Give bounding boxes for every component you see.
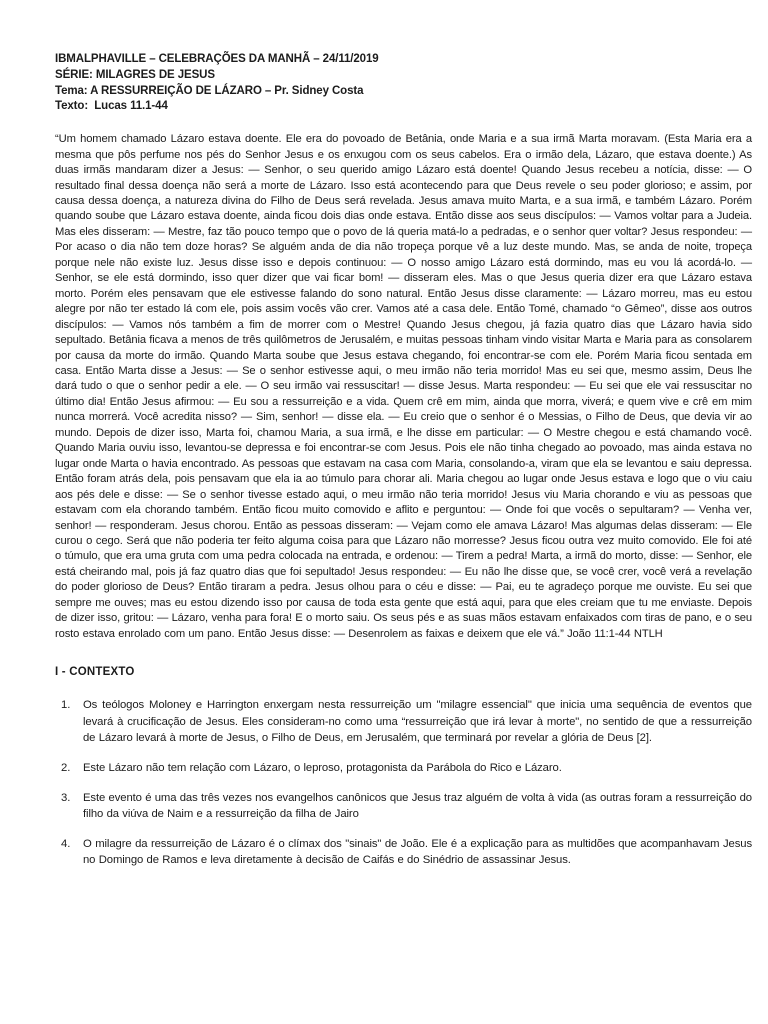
list-item-number: 2. xyxy=(61,761,71,774)
header-service-line: IBMALPHAVILLE – CELEBRAÇÕES DA MANHÃ – 24/11/2019 xyxy=(55,53,379,65)
list-item-number: 3. xyxy=(61,791,71,804)
list-item-text: O milagre da ressurreição de Lázaro é o clímax dos "sinais" de João. Ele é a explicação para as multidões que acompanhavam Jesus no Domingo de Ramos e leva diretamente à decisão de Caifás e do Sinédrio de assassinar Jesus. xyxy=(83,837,752,867)
list-item-number: 1. xyxy=(61,699,71,712)
context-list xyxy=(55,697,752,869)
header-theme-line: Tema: A RESSURREIÇÃO DE LÁZARO – Pr. Sidney Costa xyxy=(55,84,364,97)
context-section-title: I - CONTEXTO xyxy=(55,666,135,679)
header-text-reference-line: Texto: Lucas 11.1-44 xyxy=(55,100,168,113)
list-item xyxy=(55,760,752,777)
list-item xyxy=(55,697,752,747)
header-series-line: SÉRIE: MILAGRES DE JESUS xyxy=(55,68,215,81)
list-item-text: Este Lázaro não tem relação com Lázaro, o leproso, protagonista da Parábola do Rico e Lázaro. xyxy=(83,761,562,774)
scripture-passage: “Um homem chamado Lázaro estava doente. Ele era do povoado de Betânia, onde Maria e a sua irmã Marta moravam. (Esta Maria era a mesma que pôs perfume nos pés do Senhor Jesus e os enxugou com os seus cabelos. Era o irmão dela, Lázaro, que estava doente.) As duas irmãs mandaram dizer a Jesus: — Senhor, o seu querido amigo Lázaro está doente! Quando Jesus recebeu a notícia, disse: — O resultado final dessa doença não será a morte de Lázaro. Isso está acontecendo para que Deus revele o seu poder glorioso; e assim, por causa dessa doença, a natureza divina do Filho de Deus será revelada. Jesus amava muito Marta, e a sua irmã, e também Lázaro. Porém quando soube que Lázaro estava doente, ainda ficou dois dias onde estava. Então disse aos seus discípulos: — Vamos voltar para a Judeia. Mas eles disseram: — Mestre, faz tão pouco tempo que o povo de lá queria matá-lo a pedradas, e o senhor quer voltar? Jesus respondeu: — Por acaso o dia não tem doze horas? Se alguém anda de dia não tropeça porque vê a luz deste mundo. Mas, se anda de noite, tropeça porque nele não existe luz. Jesus disse isso e depois continuou: — O nosso amigo Lázaro está dormindo, mas eu vou lá acordá-lo. — Senhor, se ele está dormindo, isso quer dizer que vai ficar bom! — disseram eles. Mas o que Jesus queria dizer era que Lázaro estava morto. Porém eles pensavam que ele estivesse falando do sono natural. Então Jesus disse claramente: — Lázaro morreu, mas eu estou alegre por não ter estado lá com ele, pois assim vocês vão crer. Vamos até a casa dele. Então Tomé, chamado “o Gêmeo”, disse aos outros discípulos: — Vamos nós também a fim de morrer com o Mestre! Quando Jesus chegou, já fazia quatro dias que Lázaro havia sido sepultado. Betânia ficava a menos de três quilômetros de Jerusalém, e muitas pessoas tinham vindo visitar Marta e Maria para as consolarem por causa da morte do irmão. Quando Marta soube que Jesus estava chegando, foi encontrar-se com ele. Porém Maria ficou sentada em casa. Então Marta disse a Jesus: — Se o senhor estivesse aqui, o meu irmão não teria morrido! Mas eu sei que, mesmo assim, Deus lhe dará tudo o que o senhor pedir a ele. — O seu irmão vai ressuscitar! — disse Jesus. Marta respondeu: — Eu sei que ele vai ressuscitar no último dia! Então Jesus afirmou: — Eu sou a ressurreição e a vida. Quem crê em mim, ainda que morra, viverá; e quem vive e crê em mim nunca morrerá. Você acredita nisso? — Sim, senhor! — disse ela. — Eu creio que o senhor é o Messias, o Filho de Deus, que devia vir ao mundo. Depois de dizer isso, Marta foi, chamou Maria, a sua irmã, e lhe disse em particular: — O Mestre chegou e está chamando você. Quando Maria ouviu isso, levantou-se depressa e foi encontrar-se com Jesus. Pois ele não tinha chegado ao povoado, mas ainda estava no lugar onde Marta o havia encontrado. As pessoas que estavam na casa com Maria, consolando-a, viram que ela se levantou e saiu depressa. Então foram atrás dela, pois pensavam que ela ia ao túmulo para chorar ali. Maria chegou ao lugar onde Jesus estava e logo que o viu caiu aos pés dele e disse: — Se o senhor tivesse estado aqui, o meu irmão não teria morrido! Jesus viu Maria chorando e viu as pessoas que estavam com ela chorando também. Então ficou muito comovido e aflito e perguntou: — Onde foi que vocês o sepultaram? — Venha ver, senhor! — responderam. Jesus chorou. Então as pessoas disseram: — Vejam como ele amava Lázaro! Mas algumas delas disseram: — Ele curou o cego. Será que não poderia ter feito alguma coisa para que Lázaro não morresse? Jesus ficou outra vez muito comovido. Ele foi até o túmulo, que era uma gruta com uma pedra colocada na entrada, e ordenou: — Tirem a pedra! Marta, a irmã do morto, disse: — Senhor, ele está cheirando mal, pois já faz quatro dias que foi sepultado! Jesus respondeu: — Eu não lhe disse que, se você crer, você verá a revelação do poder glorioso de Deus? Então tiraram a pedra. Jesus olhou para o céu e disse: — Pai, eu te agradeço porque me ouviste. Eu sei que sempre me ouves; mas eu estou dizendo isso por causa de toda esta gente que está aqui, para que eles creiam que tu me enviaste. Depois de dizer isso, gritou: — Lázaro, venha para fora! E o morto saiu. Os seus pés e as suas mãos estavam enfaixados com tiras de pano, e o seu rosto estava enrolado com um pano. Então Jesus disse: — Desenrolem as faixas e deixem que ele vá.” João 11:1-44 NTLH xyxy=(55,133,752,640)
list-item xyxy=(55,836,752,869)
document-header xyxy=(55,52,752,115)
list-item-text: Os teólogos Moloney e Harrington enxergam nesta ressurreição um "milagre essencial" que inicia uma sequência de eventos que levará à crucificação de Jesus. Eles consideram-no como uma “ressurreição que irá levar à morte", no sentido de que a ressurreição de Lázaro levará à morte de Jesus, o Filho de Deus, em Jerusalém, que terminará por revelar a glória de Deus [2]. xyxy=(83,699,752,745)
list-item-text: Este evento é uma das três vezes nos evangelhos canônicos que Jesus traz alguém de volta à vida (as outras foram a ressurreição do filho da viúva de Naim e a ressurreição da filha de Jairo xyxy=(83,791,752,821)
list-item-number: 4. xyxy=(61,837,71,850)
list-item xyxy=(55,790,752,823)
